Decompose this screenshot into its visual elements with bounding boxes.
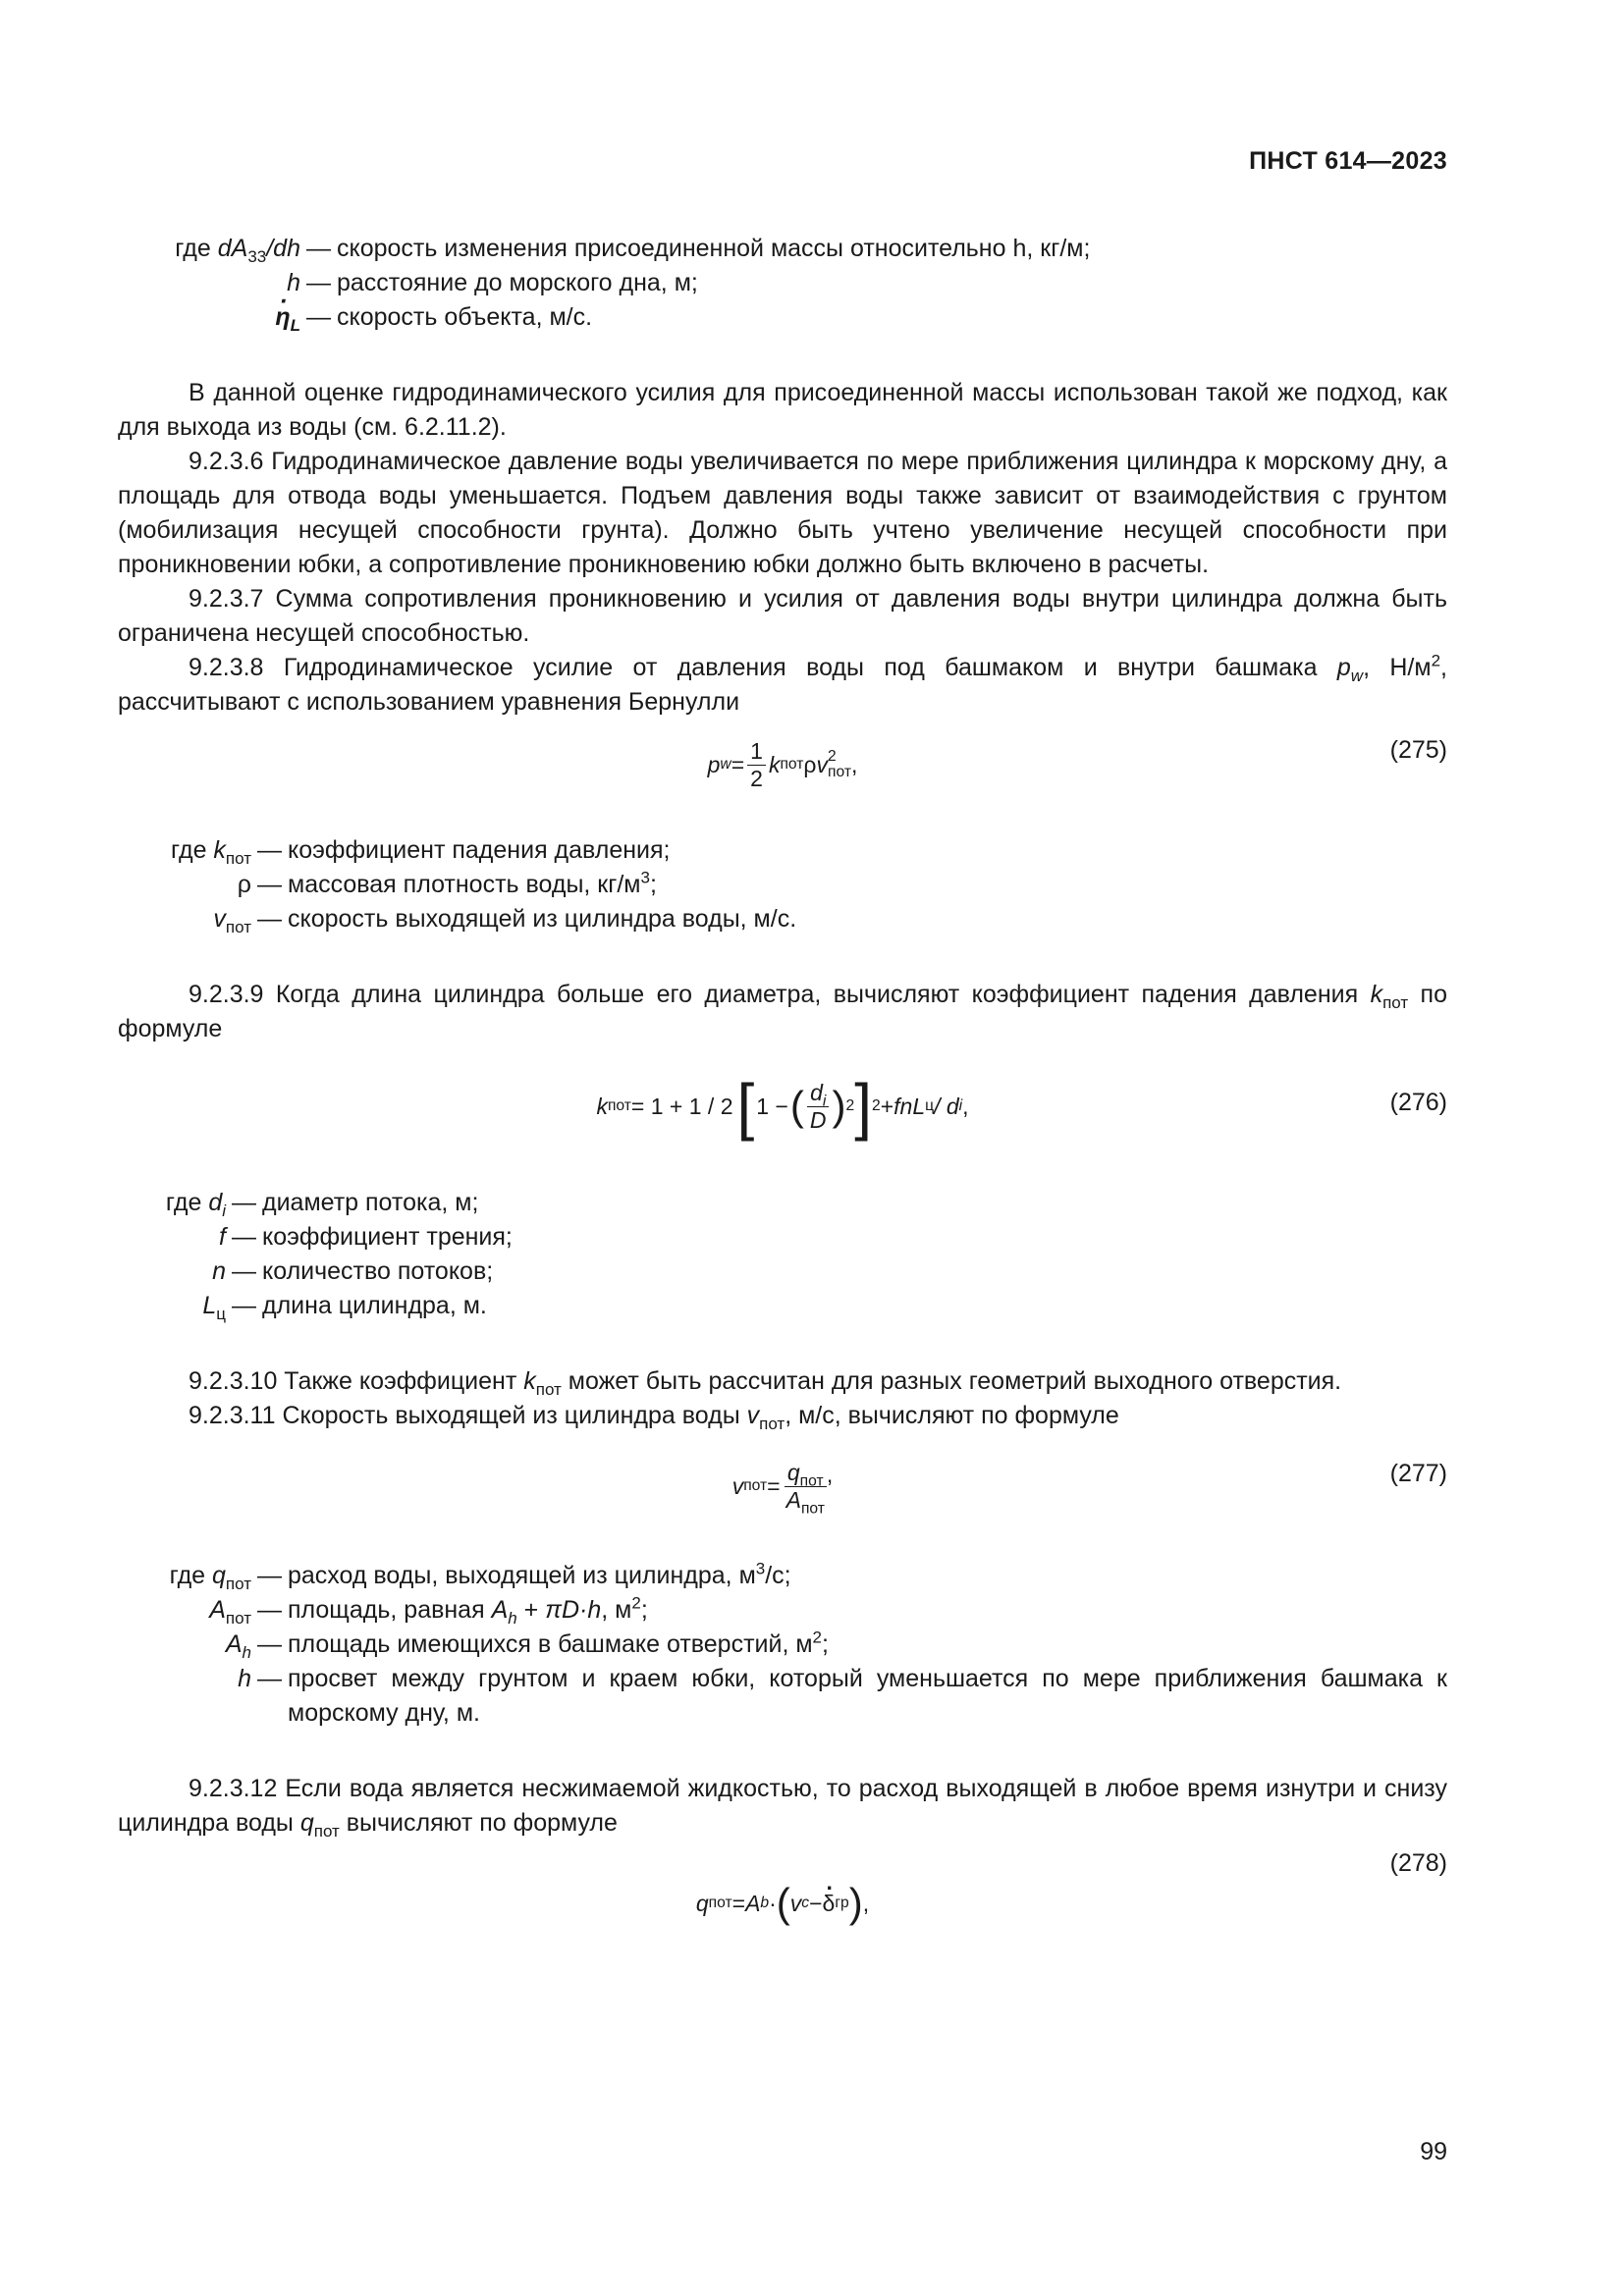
definition-text: скорость изменения присоединенной массы относительно h, кг/м; (337, 235, 1091, 262)
paragraph-9-2-3-7: 9.2.3.7 Сумма сопротивления проникновению и усилия от давления воды внутри цилиндра должна быть ограничена несущей способностью. (118, 585, 1447, 647)
page-content (118, 232, 1447, 1939)
definitions-list-3 (118, 1186, 1447, 1323)
paragraph: В данной оценке гидродинамического усилия для присоединенной массы использован такой же подход, как для выхода из воды (см. 6.2.11.2). (118, 379, 1447, 441)
definition-item: f — коэффициент трения; (219, 1223, 513, 1251)
definition-text: расстояние до морского дна, м; (337, 269, 698, 296)
formula-277: v пот = $\frac{q_{пот}}{A_{пот}}$ , (277) (118, 1433, 1447, 1539)
page-number: 99 (1420, 2138, 1447, 2165)
paragraph-9-2-3-9: 9.2.3.9 Когда длина цилиндра больше его диаметра, вычисляют коэффициент падения давления $k_{пот}$ по формуле (118, 981, 1447, 1042)
formula-275: p w = $\frac{1}{2}$ k пот ρ v 2 пот , (275) (118, 725, 1447, 804)
equation-number: (278) (1389, 1849, 1447, 1877)
definition-item: n — количество потоков; (212, 1257, 494, 1285)
paragraph-9-2-3-11: 9.2.3.11 Скорость выходящей из цилиндра воды $v_{пот}$, м/с, вычисляют по формуле (189, 1402, 1119, 1433)
definition-item: h — расстояние до морского дна, м; (118, 266, 1447, 300)
definition-item: h — просвет между грунтом и краем юбки, который уменьшается по мере приближения башмака к морскому дну, м. (238, 1665, 1447, 1727)
formula-276: k пот = 1 + 1 / 2 [ 1 − ( $\frac{d_i}{D}$ ) 2 ] 2 + fnL ц / d i , (276) (596, 1071, 1447, 1142)
definition-item: · $\eta_L$ — скорость объекта, м/с. (118, 300, 1447, 335)
paragraph-9-2-3-6: 9.2.3.6 Гидродинамическое давление воды увеличивается по мере приближения цилиндра к морскому дну, а площадь для отвода воды уменьшается. Подъем давления воды также зависит от взаимодействия с грунтом (мобилизация несущей способности грунта). Должно быть учтено увеличение несущей способности при проникновении юбки, а сопротивление проникновению юбки должно быть включено в расчеты. (118, 448, 1447, 578)
definitions-list-4 (118, 1559, 1447, 1731)
definition-item: где $d_i$ — диаметр потока, м; (165, 1189, 479, 1220)
paragraph-9-2-3-8: 9.2.3.8 Гидродинамическое усилие от давления воды под башмаком и внутри башмака $p_w$, $Н/м^2$, рассчитывают с использованием уравнения Бернулли (118, 651, 1447, 716)
equation-number: (277) (1389, 1460, 1447, 1487)
definition-item: ρ — массовая плотность воды, $кг/м^3$; (237, 868, 657, 898)
definition-item: $A_{пот}$ — площадь, равная $A_h + \pi D\cdot h$, $м^2$; (209, 1593, 648, 1628)
equation-number: (275) (1389, 736, 1447, 764)
equation-number: (276) (1389, 1089, 1447, 1116)
formula-278: q пот = A b · ( v c − · δ гр ) , (278) (118, 1841, 1447, 1939)
definition-item: где $dA_{33}/dh$ — скорость изменения присоединенной массы относительно h, кг/м; (118, 232, 1447, 266)
paragraph-9-2-3-10: 9.2.3.10 Также коэффициент $k_{пот}$ может быть рассчитан для разных геометрий выходного отверстия. (189, 1367, 1342, 1399)
definition-item: $A_h$ — площадь имеющихся в башмаке отверстий, $м^2$; (225, 1628, 829, 1662)
document-id-header: ПНСТ 614—2023 (1249, 147, 1447, 175)
definition-item: $L_ц$ — длина цилиндра, м. (202, 1292, 487, 1323)
definitions-list-1 (118, 232, 1447, 335)
definition-item: где $q_{пот}$ — расход воды, выходящей из цилиндра, $м^3/с$; (169, 1559, 791, 1593)
definition-text: скорость объекта, м/с. (337, 303, 593, 331)
paragraph-9-2-3-12: 9.2.3.12 Если вода является несжимаемой жидкостью, то расход выходящей в любое время изнутри и снизу цилиндра воды $q_{пот}$ вычисляют по формуле (118, 1775, 1447, 1841)
definitions-list-2 (118, 833, 1447, 936)
definition-item: $v_{пот}$ — скорость выходящей из цилиндра воды, м/с. (213, 905, 797, 936)
definition-item: где $k_{пот}$ — коэффициент падения давления; (170, 836, 671, 868)
